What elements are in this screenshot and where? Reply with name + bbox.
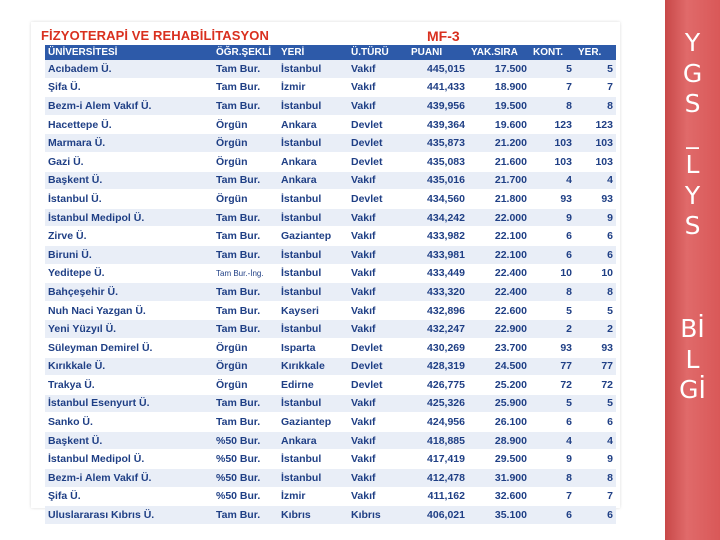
cell-score: 445,015 bbox=[408, 60, 468, 78]
cell-education-type: Tam Bur. bbox=[213, 208, 278, 227]
cell-score: 433,320 bbox=[408, 283, 468, 302]
side-letter: L bbox=[685, 150, 700, 179]
side-letter: Y bbox=[684, 28, 701, 57]
cell-education-type: %50 Bur. bbox=[213, 431, 278, 450]
cell-rank: 35.100 bbox=[468, 506, 530, 525]
cell-university-type: Vakıf bbox=[348, 171, 408, 190]
cell-university-type: Vakıf bbox=[348, 320, 408, 339]
column-header-education-type: ÖĞR.ŞEKLİ bbox=[213, 45, 278, 60]
cell-rank: 21.700 bbox=[468, 171, 530, 190]
table-row bbox=[45, 190, 616, 209]
cell-placed: 8 bbox=[575, 97, 616, 116]
cell-quota: 4 bbox=[530, 171, 575, 190]
cell-city: İstanbul bbox=[278, 264, 348, 283]
cell-quota: 5 bbox=[530, 60, 575, 78]
cell-placed: 103 bbox=[575, 152, 616, 171]
cell-quota: 5 bbox=[530, 301, 575, 320]
table-body bbox=[45, 60, 616, 524]
cell-quota: 4 bbox=[530, 431, 575, 450]
cell-quota: 5 bbox=[530, 394, 575, 413]
table-row bbox=[45, 134, 616, 153]
table-row bbox=[45, 283, 616, 302]
cell-rank: 26.100 bbox=[468, 413, 530, 432]
cell-quota: 8 bbox=[530, 283, 575, 302]
cell-city: İstanbul bbox=[278, 208, 348, 227]
cell-score: 432,247 bbox=[408, 320, 468, 339]
cell-university-type: Devlet bbox=[348, 190, 408, 209]
cell-placed: 5 bbox=[575, 60, 616, 78]
cell-city: İstanbul bbox=[278, 60, 348, 78]
cell-education-type: Örgün bbox=[213, 134, 278, 153]
cell-placed: 8 bbox=[575, 469, 616, 488]
cell-quota: 8 bbox=[530, 469, 575, 488]
cell-score: 433,449 bbox=[408, 264, 468, 283]
cell-score: 417,419 bbox=[408, 450, 468, 469]
side-letter: S bbox=[684, 89, 701, 118]
cell-city: İstanbul bbox=[278, 283, 348, 302]
cell-rank: 22.100 bbox=[468, 245, 530, 264]
cell-university-type: Devlet bbox=[348, 338, 408, 357]
table-row bbox=[45, 264, 616, 283]
cell-score: 425,326 bbox=[408, 394, 468, 413]
cell-score: 439,956 bbox=[408, 97, 468, 116]
cell-placed: 123 bbox=[575, 115, 616, 134]
cell-university-type: Vakıf bbox=[348, 450, 408, 469]
cell-university: Başkent Ü. bbox=[45, 431, 213, 450]
table-row bbox=[45, 60, 616, 78]
cell-university: İstanbul Medipol Ü. bbox=[45, 208, 213, 227]
cell-education-type: Tam Bur. bbox=[213, 394, 278, 413]
cell-score: 411,162 bbox=[408, 487, 468, 506]
cell-university-type: Kıbrıs bbox=[348, 506, 408, 525]
cell-education-type: %50 Bur. bbox=[213, 450, 278, 469]
cell-placed: 9 bbox=[575, 208, 616, 227]
cell-university-type: Vakıf bbox=[348, 394, 408, 413]
cell-university: İstanbul Medipol Ü. bbox=[45, 450, 213, 469]
table-row bbox=[45, 394, 616, 413]
cell-city: Isparta bbox=[278, 338, 348, 357]
cell-quota: 8 bbox=[530, 97, 575, 116]
cell-rank: 21.800 bbox=[468, 190, 530, 209]
table-row bbox=[45, 376, 616, 395]
cell-score: 435,873 bbox=[408, 134, 468, 153]
cell-quota: 103 bbox=[530, 134, 575, 153]
cell-score: 418,885 bbox=[408, 431, 468, 450]
cell-education-type: Tam Bur. bbox=[213, 227, 278, 246]
cell-rank: 22.100 bbox=[468, 227, 530, 246]
cell-score: 435,016 bbox=[408, 171, 468, 190]
cell-quota: 9 bbox=[530, 450, 575, 469]
cell-city: İstanbul bbox=[278, 134, 348, 153]
cell-education-type: Tam Bur. bbox=[213, 413, 278, 432]
cell-city: Kayseri bbox=[278, 301, 348, 320]
cell-placed: 72 bbox=[575, 376, 616, 395]
cell-rank: 19.600 bbox=[468, 115, 530, 134]
cell-education-type: Örgün bbox=[213, 357, 278, 376]
cell-score: 439,364 bbox=[408, 115, 468, 134]
column-header-score: PUANI bbox=[408, 45, 468, 60]
table-row bbox=[45, 413, 616, 432]
cell-score: 432,896 bbox=[408, 301, 468, 320]
cell-university: Kırıkkale Ü. bbox=[45, 357, 213, 376]
cell-university-type: Vakıf bbox=[348, 78, 408, 97]
cell-city: İstanbul bbox=[278, 394, 348, 413]
cell-city: Ankara bbox=[278, 431, 348, 450]
cell-placed: 7 bbox=[575, 78, 616, 97]
cell-university: Uluslararası Kıbrıs Ü. bbox=[45, 506, 213, 525]
table-row bbox=[45, 152, 616, 171]
side-letters-bottom bbox=[665, 314, 720, 406]
cell-rank: 17.500 bbox=[468, 60, 530, 78]
cell-city: Ankara bbox=[278, 152, 348, 171]
cell-city: İzmir bbox=[278, 78, 348, 97]
cell-university-type: Devlet bbox=[348, 152, 408, 171]
cell-quota: 6 bbox=[530, 413, 575, 432]
cell-education-type: Tam Bur. bbox=[213, 506, 278, 525]
cell-score: 441,433 bbox=[408, 78, 468, 97]
cell-university: Şifa Ü. bbox=[45, 487, 213, 506]
cell-rank: 25.900 bbox=[468, 394, 530, 413]
cell-quota: 103 bbox=[530, 152, 575, 171]
cell-placed: 93 bbox=[575, 190, 616, 209]
cell-university-type: Vakıf bbox=[348, 264, 408, 283]
table-row bbox=[45, 320, 616, 339]
cell-placed: 6 bbox=[575, 245, 616, 264]
cell-rank: 25.200 bbox=[468, 376, 530, 395]
cell-rank: 23.700 bbox=[468, 338, 530, 357]
column-header-quota: KONT. bbox=[530, 45, 575, 60]
cell-score: 406,021 bbox=[408, 506, 468, 525]
cell-university-type: Vakıf bbox=[348, 60, 408, 78]
cell-rank: 22.600 bbox=[468, 301, 530, 320]
table-header-row bbox=[45, 45, 616, 60]
table-row bbox=[45, 469, 616, 488]
cell-city: İstanbul bbox=[278, 97, 348, 116]
cell-university-type: Vakıf bbox=[348, 208, 408, 227]
cell-rank: 22.400 bbox=[468, 264, 530, 283]
cell-score: 434,560 bbox=[408, 190, 468, 209]
cell-placed: 5 bbox=[575, 301, 616, 320]
cell-university: Gazi Ü. bbox=[45, 152, 213, 171]
results-table bbox=[45, 45, 616, 525]
cell-university: Hacettepe Ü. bbox=[45, 115, 213, 134]
table-row bbox=[45, 171, 616, 190]
cell-university: İstanbul Esenyurt Ü. bbox=[45, 394, 213, 413]
table-row bbox=[45, 357, 616, 376]
cell-university: Yeditepe Ü. bbox=[45, 264, 213, 283]
cell-education-type: Tam Bur. bbox=[213, 245, 278, 264]
cell-rank: 28.900 bbox=[468, 431, 530, 450]
cell-placed: 8 bbox=[575, 283, 616, 302]
score-type-code: MF-3 bbox=[427, 28, 460, 44]
table-row bbox=[45, 208, 616, 227]
side-letters-top bbox=[665, 28, 720, 242]
cell-university-type: Vakıf bbox=[348, 227, 408, 246]
cell-education-type: Örgün bbox=[213, 152, 278, 171]
cell-university: Zirve Ü. bbox=[45, 227, 213, 246]
cell-education-type: Örgün bbox=[213, 115, 278, 134]
cell-education-type: Tam Bur. bbox=[213, 97, 278, 116]
table-sheet bbox=[31, 22, 620, 522]
cell-rank: 32.600 bbox=[468, 487, 530, 506]
cell-quota: 72 bbox=[530, 376, 575, 395]
cell-city: İstanbul bbox=[278, 190, 348, 209]
cell-university: Biruni Ü. bbox=[45, 245, 213, 264]
cell-education-type: Tam Bur.-İng. bbox=[213, 264, 278, 283]
cell-city: Ankara bbox=[278, 115, 348, 134]
table-row bbox=[45, 506, 616, 525]
table-row bbox=[45, 487, 616, 506]
cell-score: 430,269 bbox=[408, 338, 468, 357]
cell-quota: 10 bbox=[530, 264, 575, 283]
table-row bbox=[45, 450, 616, 469]
cell-placed: 93 bbox=[575, 338, 616, 357]
cell-quota: 6 bbox=[530, 245, 575, 264]
cell-education-type: Örgün bbox=[213, 376, 278, 395]
cell-university-type: Vakıf bbox=[348, 283, 408, 302]
cell-quota: 7 bbox=[530, 487, 575, 506]
cell-city: Gaziantep bbox=[278, 227, 348, 246]
cell-placed: 5 bbox=[575, 394, 616, 413]
cell-city: İstanbul bbox=[278, 245, 348, 264]
column-header-rank: YAK.SIRA bbox=[468, 45, 530, 60]
page-title: FİZYOTERAPİ VE REHABİLİTASYON bbox=[41, 28, 270, 43]
side-letter: L bbox=[685, 344, 700, 374]
cell-education-type: Örgün bbox=[213, 190, 278, 209]
cell-university-type: Vakıf bbox=[348, 431, 408, 450]
cell-university: Trakya Ü. bbox=[45, 376, 213, 395]
cell-education-type: Tam Bur. bbox=[213, 320, 278, 339]
cell-placed: 77 bbox=[575, 357, 616, 376]
cell-score: 433,982 bbox=[408, 227, 468, 246]
cell-placed: 10 bbox=[575, 264, 616, 283]
cell-university: Süleyman Demirel Ü. bbox=[45, 338, 213, 357]
cell-rank: 22.400 bbox=[468, 283, 530, 302]
cell-university-type: Vakıf bbox=[348, 97, 408, 116]
table-row bbox=[45, 301, 616, 320]
cell-score: 424,956 bbox=[408, 413, 468, 432]
cell-placed: 2 bbox=[575, 320, 616, 339]
side-band bbox=[665, 0, 720, 540]
cell-university: Bahçeşehir Ü. bbox=[45, 283, 213, 302]
cell-university: Yeni Yüzyıl Ü. bbox=[45, 320, 213, 339]
side-letter: G bbox=[682, 58, 703, 88]
table-row bbox=[45, 245, 616, 264]
side-letter: Bİ bbox=[680, 314, 705, 343]
cell-quota: 93 bbox=[530, 190, 575, 209]
cell-university: Acıbadem Ü. bbox=[45, 60, 213, 78]
cell-placed: 7 bbox=[575, 487, 616, 506]
cell-education-type: Tam Bur. bbox=[213, 283, 278, 302]
cell-placed: 6 bbox=[575, 506, 616, 525]
cell-score: 412,478 bbox=[408, 469, 468, 488]
cell-rank: 21.200 bbox=[468, 134, 530, 153]
table-row bbox=[45, 97, 616, 116]
cell-city: İstanbul bbox=[278, 320, 348, 339]
cell-quota: 2 bbox=[530, 320, 575, 339]
side-letter: S bbox=[684, 211, 701, 240]
cell-score: 435,083 bbox=[408, 152, 468, 171]
cell-rank: 21.600 bbox=[468, 152, 530, 171]
cell-city: İstanbul bbox=[278, 469, 348, 488]
cell-education-type: Tam Bur. bbox=[213, 301, 278, 320]
table-row bbox=[45, 78, 616, 97]
cell-education-type: %50 Bur. bbox=[213, 469, 278, 488]
cell-quota: 6 bbox=[530, 506, 575, 525]
cell-score: 434,242 bbox=[408, 208, 468, 227]
cell-city: Kıbrıs bbox=[278, 506, 348, 525]
cell-university-type: Devlet bbox=[348, 376, 408, 395]
cell-university: Başkent Ü. bbox=[45, 171, 213, 190]
cell-quota: 77 bbox=[530, 357, 575, 376]
cell-city: Ankara bbox=[278, 171, 348, 190]
cell-rank: 18.900 bbox=[468, 78, 530, 97]
cell-placed: 6 bbox=[575, 227, 616, 246]
cell-city: İstanbul bbox=[278, 450, 348, 469]
cell-quota: 9 bbox=[530, 208, 575, 227]
cell-rank: 19.500 bbox=[468, 97, 530, 116]
table-row bbox=[45, 227, 616, 246]
cell-score: 428,319 bbox=[408, 357, 468, 376]
cell-university-type: Vakıf bbox=[348, 413, 408, 432]
title-row bbox=[41, 28, 610, 46]
column-header-university: ÜNİVERSİTESİ bbox=[45, 45, 213, 60]
table-row bbox=[45, 115, 616, 134]
cell-education-type: %50 Bur. bbox=[213, 487, 278, 506]
cell-quota: 7 bbox=[530, 78, 575, 97]
cell-placed: 4 bbox=[575, 171, 616, 190]
cell-education-type: Tam Bur. bbox=[213, 171, 278, 190]
column-header-university-type: Ü.TÜRÜ bbox=[348, 45, 408, 60]
cell-quota: 93 bbox=[530, 338, 575, 357]
cell-education-type: Örgün bbox=[213, 338, 278, 357]
side-letter: Gİ bbox=[679, 375, 706, 404]
cell-university: Sanko Ü. bbox=[45, 413, 213, 432]
cell-university-type: Vakıf bbox=[348, 469, 408, 488]
cell-quota: 123 bbox=[530, 115, 575, 134]
cell-rank: 22.900 bbox=[468, 320, 530, 339]
cell-university-type: Devlet bbox=[348, 115, 408, 134]
cell-university: Marmara Ü. bbox=[45, 134, 213, 153]
cell-university-type: Vakıf bbox=[348, 487, 408, 506]
table-row bbox=[45, 431, 616, 450]
cell-city: Kırıkkale bbox=[278, 357, 348, 376]
cell-placed: 6 bbox=[575, 413, 616, 432]
cell-city: İzmir bbox=[278, 487, 348, 506]
cell-rank: 31.900 bbox=[468, 469, 530, 488]
cell-university-type: Vakıf bbox=[348, 245, 408, 264]
table-row bbox=[45, 338, 616, 357]
side-letter: _ bbox=[686, 119, 699, 149]
cell-rank: 22.000 bbox=[468, 208, 530, 227]
cell-education-type: Tam Bur. bbox=[213, 78, 278, 97]
cell-university: Nuh Naci Yazgan Ü. bbox=[45, 301, 213, 320]
cell-rank: 24.500 bbox=[468, 357, 530, 376]
cell-score: 426,775 bbox=[408, 376, 468, 395]
cell-score: 433,981 bbox=[408, 245, 468, 264]
cell-placed: 9 bbox=[575, 450, 616, 469]
column-header-placed: YER. bbox=[575, 45, 616, 60]
cell-rank: 29.500 bbox=[468, 450, 530, 469]
cell-quota: 6 bbox=[530, 227, 575, 246]
cell-city: Edirne bbox=[278, 376, 348, 395]
cell-education-type: Tam Bur. bbox=[213, 60, 278, 78]
cell-city: Gaziantep bbox=[278, 413, 348, 432]
side-letter: Y bbox=[684, 180, 701, 210]
cell-placed: 103 bbox=[575, 134, 616, 153]
cell-university: Bezm-i Alem Vakıf Ü. bbox=[45, 97, 213, 116]
cell-university-type: Devlet bbox=[348, 134, 408, 153]
cell-university-type: Devlet bbox=[348, 357, 408, 376]
cell-placed: 4 bbox=[575, 431, 616, 450]
cell-university: Şifa Ü. bbox=[45, 78, 213, 97]
cell-university: İstanbul Ü. bbox=[45, 190, 213, 209]
cell-university-type: Vakıf bbox=[348, 301, 408, 320]
column-header-city: YERİ bbox=[278, 45, 348, 60]
cell-university: Bezm-i Alem Vakıf Ü. bbox=[45, 469, 213, 488]
